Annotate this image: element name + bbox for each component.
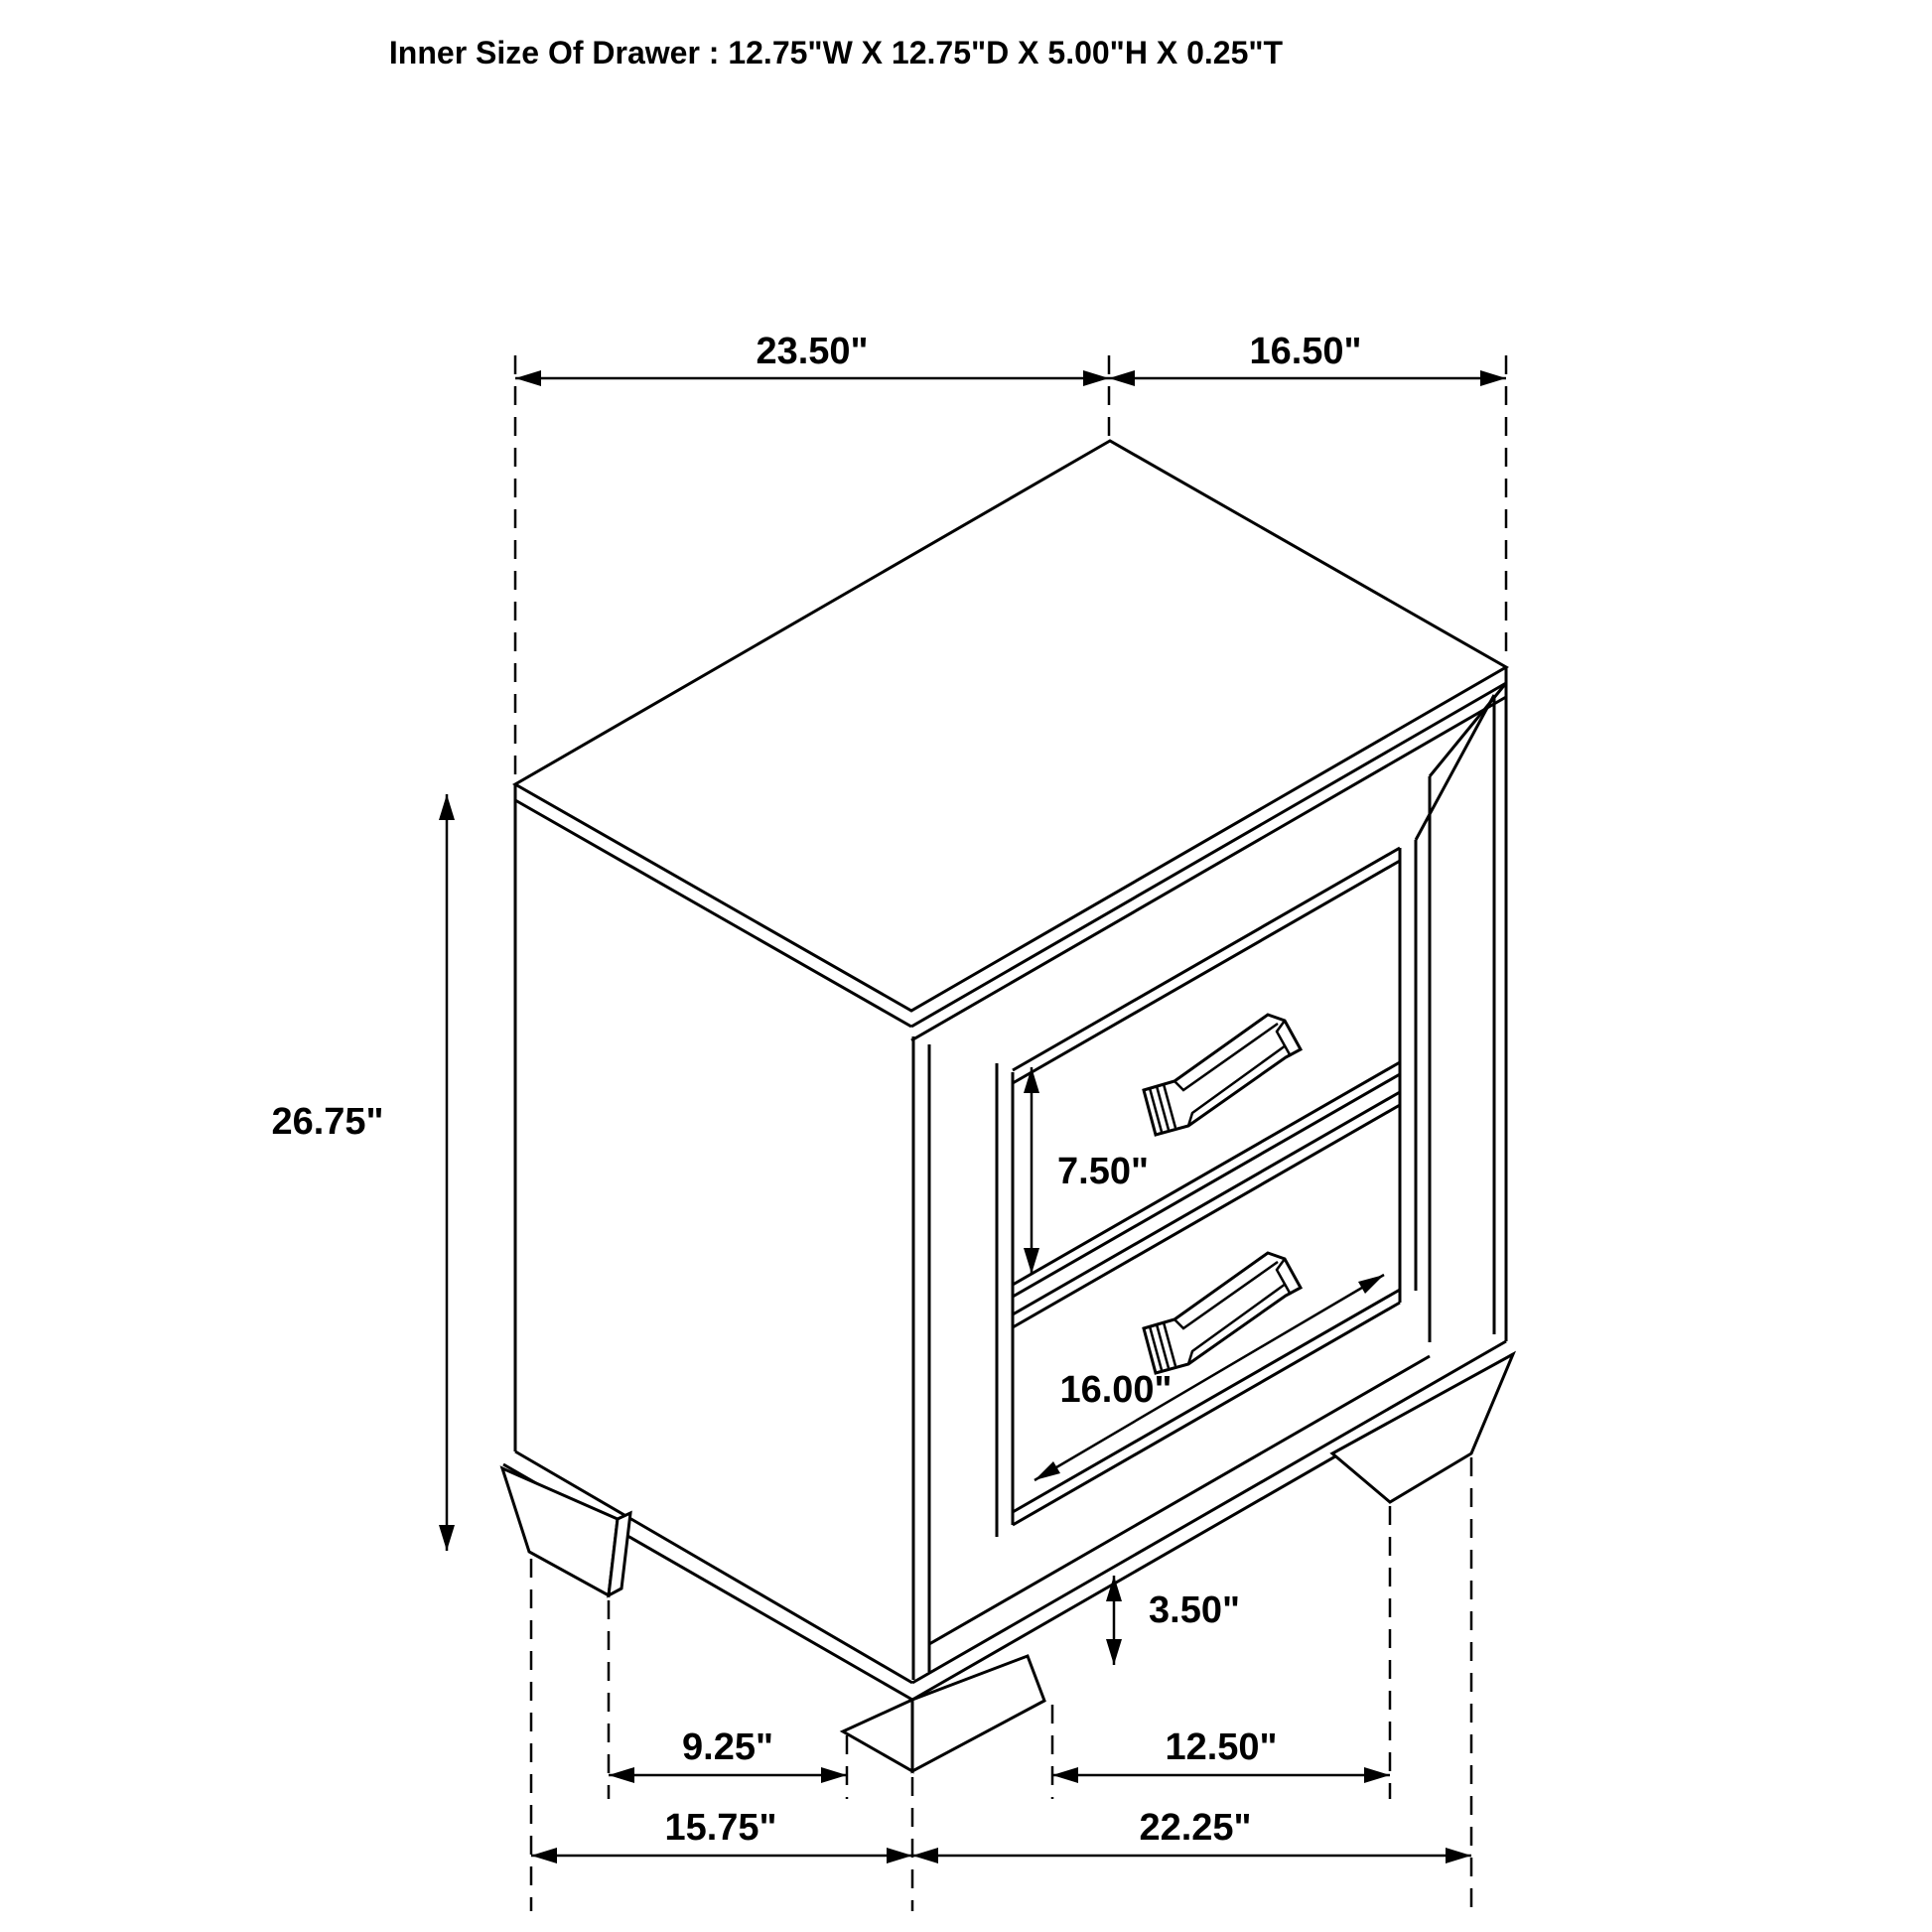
feet [502,1354,1513,1771]
arrowhead [1446,1848,1471,1863]
top-face-outline [515,441,1506,1011]
diagram-title: Inner Size Of Drawer : 12.75"W X 12.75"D X 5.00"H X 0.25"T [388,35,1284,70]
dim-base-width-label: 22.25" [1139,1807,1252,1849]
dim-overall-height-label: 26.75" [271,1101,384,1143]
arrowhead [1480,370,1506,386]
dim-top-depth-label: 16.50" [1249,331,1362,372]
top-face [515,441,1506,1040]
dim-base-depth-label: 15.75" [664,1807,777,1849]
arrowhead [515,370,541,386]
nightstand-drawing [502,441,1513,1771]
arrowhead [912,1848,938,1863]
figure-title [389,35,1284,70]
upper-drawer-top-1 [1013,848,1400,1070]
arrowhead [1024,1067,1039,1093]
dim-front-feet-gap-label: 9.25" [682,1726,773,1768]
arrowhead [821,1767,847,1783]
arrowhead [1106,1639,1122,1665]
lower-drawer-top-2 [1013,1105,1400,1327]
dim-feet-gaps [609,1726,1390,1783]
arrowhead [1035,1461,1060,1480]
arrowhead [1364,1767,1390,1783]
arrowhead [439,1525,455,1551]
arrowhead [1358,1275,1384,1294]
center-foot-right [912,1656,1044,1771]
cabinet-body [503,667,1513,1700]
dim-overall-height [271,794,455,1551]
center-foot-left [843,1700,912,1771]
dim-top-width-and-depth [515,331,1506,780]
upper-drawer-top-2 [1013,861,1400,1083]
dim-side-feet-gap-label: 12.50" [1165,1726,1278,1768]
dim-drawer-front-width-label: 16.00" [1059,1369,1173,1411]
right-foot [1332,1354,1513,1502]
left-foot-front [502,1468,618,1595]
base-molding-right-upper [912,1341,1506,1683]
drawer-pull-lower [1144,1253,1301,1373]
arrowhead [439,794,455,820]
arrowhead [887,1848,912,1863]
dim-foot-height-label: 3.50" [1149,1589,1240,1631]
dim-base-footprint [531,1807,1471,1863]
dim-foot-height [1106,1576,1240,1665]
arrowhead [531,1848,557,1863]
dim-drawer-front-height-label: 7.50" [1057,1151,1149,1192]
arrowhead [1083,370,1109,386]
top-edge-band-left [515,800,911,1027]
drawer-pull-upper [1144,1015,1301,1135]
arrowhead [1109,370,1135,386]
drawer-divider-2 [1013,1092,1400,1314]
arrowhead [609,1767,634,1783]
frame-bevel-right-2 [1416,695,1494,840]
dim-top-width-label: 23.50" [756,331,869,372]
arrowhead [1052,1767,1078,1783]
